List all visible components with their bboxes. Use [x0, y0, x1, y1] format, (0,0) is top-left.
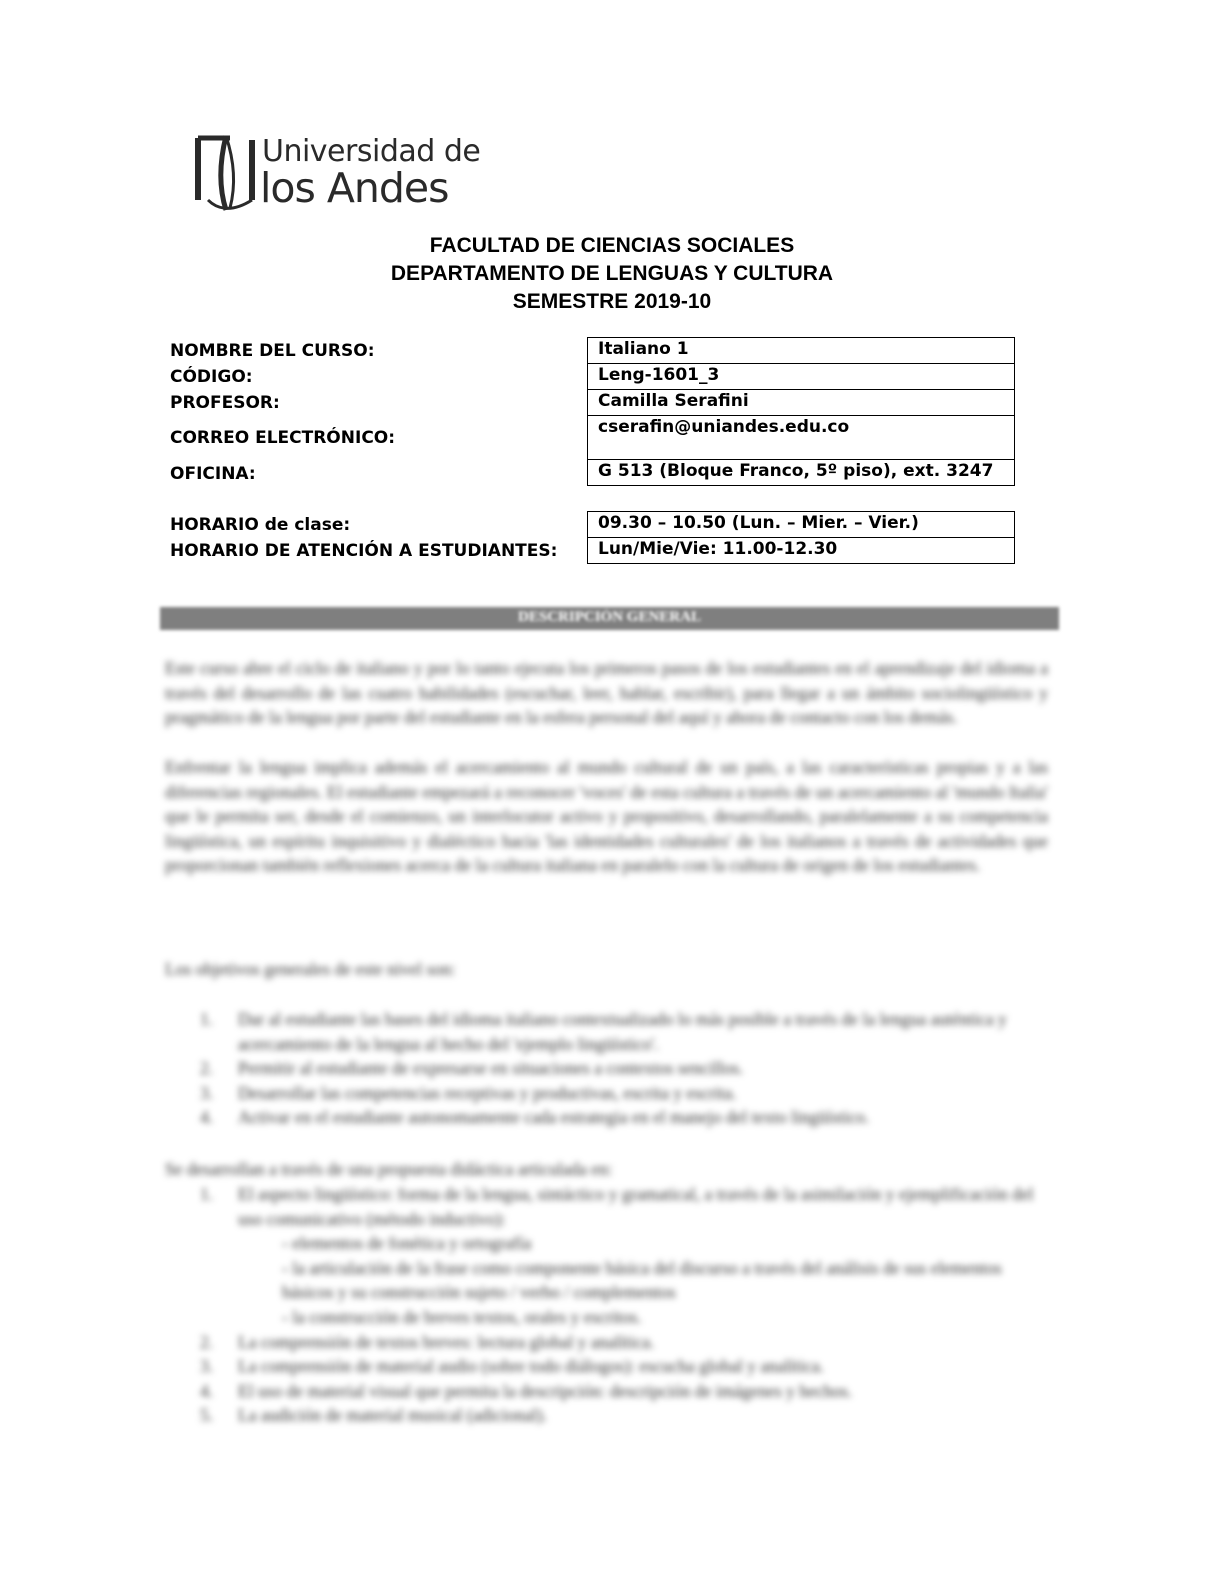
- section-title: DESCRIPCIÓN GENERAL: [518, 609, 701, 625]
- office-label: OFICINA:: [170, 464, 256, 484]
- list-item: [200, 1182, 1050, 1330]
- list-text: Desarrollar las competencias receptivas y productivas, escrita y escrita.: [238, 1082, 737, 1103]
- class-schedule-value: 09.30 – 10.50 (Lun. – Mier. – Vier.): [587, 511, 1015, 538]
- university-logo: [190, 130, 481, 214]
- course-code-label: CÓDIGO:: [170, 367, 253, 387]
- list-item: [200, 1081, 1050, 1106]
- objectives-intro: Los objetivos generales de este nivel son:: [165, 959, 456, 979]
- course-code-value: Leng-1601_3: [587, 363, 1015, 390]
- list-number: 4.: [200, 1380, 214, 1401]
- list-item: [200, 1403, 1050, 1428]
- section-title-bar: [160, 607, 1059, 630]
- professor-value: Camilla Serafini: [587, 389, 1015, 416]
- description-paragraph-1: Este curso abre el ciclo de italiano y por lo tanto ejecuta los primeros pasos de los estudiantes en el aprendizaje del idioma a través del desarrollo de las cuatro habilidades (escuchar, leer, hablar, escribir), para llegar a un ámbito sociolingüístico y pragmático de la lengua por parte del estudiante en la esfera personal del aquí y ahora de contacto con los demás.: [165, 658, 1048, 728]
- logo-line2: los Andes: [260, 164, 449, 212]
- sub-item: - elementos de fonética y ortografía: [282, 1233, 532, 1254]
- professor-label: PROFESOR:: [170, 393, 280, 413]
- email-label: CORREO ELECTRÓNICO:: [170, 428, 396, 448]
- list-text: Activar en el estudiante autonomamente cada estrategia en el manejo del texto lingüístico.: [238, 1107, 870, 1128]
- list-number: 2.: [200, 1058, 214, 1079]
- list-text: Dar al estudiante las bases del idioma italiano contextualizado lo más posible a través de la lengua auténtica y acercamiento de la lengua al hecho del 'ejemplo lingüístico'.: [238, 1009, 1007, 1054]
- list-item: [200, 1056, 1050, 1081]
- uniandes-emblem-icon: [190, 130, 260, 214]
- faculty-heading: FACULTAD DE CIENCIAS SOCIALES: [429, 234, 795, 257]
- list-text: La comprensión de material audio (sobre todo diálogos): escucha global y analítica.: [238, 1356, 825, 1377]
- list-number: 4.: [200, 1107, 214, 1128]
- list-number: 3.: [200, 1356, 214, 1377]
- list-item: [200, 1330, 1050, 1355]
- list-number: 3.: [200, 1082, 214, 1103]
- class-schedule-label: HORARIO de clase:: [170, 515, 351, 535]
- list-number: 1.: [200, 1009, 214, 1029]
- list-number: 1.: [200, 1184, 214, 1204]
- list-text: El aspecto lingüístico: forma de la lengua, sintáctico y gramatical, a través de la asimilación y ejemplificación del uso comunicativo (método inductivo):: [238, 1184, 1034, 1229]
- sub-item: - la construcción de breves textos, orales y escritos.: [282, 1306, 642, 1327]
- logo-line1: Universidad de: [262, 134, 481, 169]
- list-text: La comprensión de textos breves: lectura global y analítica.: [238, 1331, 655, 1352]
- objectives-list: [200, 1007, 1050, 1130]
- list-number: 5.: [200, 1405, 214, 1426]
- methods-list: [200, 1182, 1050, 1428]
- list-text: Permitir al estudiante de expresarse en situaciones a contextos sencillos.: [238, 1058, 744, 1079]
- methods-intro: Se desarrollan a través de una propuesta didáctica articulada en:: [165, 1159, 613, 1179]
- course-name-value: Italiano 1: [587, 337, 1015, 364]
- email-value: cserafin@uniandes.edu.co: [587, 415, 1015, 460]
- list-item: [200, 1007, 1050, 1056]
- course-name-label: NOMBRE DEL CURSO:: [170, 341, 375, 361]
- list-item: [200, 1354, 1050, 1379]
- attention-schedule-value: Lun/Mie/Vie: 11.00-12.30: [587, 537, 1015, 564]
- semester-heading: SEMESTRE 2019-10: [512, 290, 712, 313]
- list-text: El uso de material visual que permita la descripción: descripción de imágenes y hechos.: [238, 1380, 853, 1401]
- list-text: La audición de material musical (adicional).: [238, 1405, 548, 1426]
- list-number: 2.: [200, 1331, 214, 1352]
- department-heading: DEPARTAMENTO DE LENGUAS Y CULTURA: [390, 262, 834, 285]
- list-item: [200, 1105, 1050, 1130]
- attention-schedule-label: HORARIO DE ATENCIÓN A ESTUDIANTES:: [170, 541, 558, 561]
- list-item: [200, 1379, 1050, 1404]
- office-value: G 513 (Bloque Franco, 5º piso), ext. 3247: [587, 459, 1015, 486]
- sub-item: - la articulación de la frase como componente básica del discurso a través del análisis de sus elementos básicos y su construcción sujeto / verbo / complementos: [282, 1257, 1002, 1303]
- description-paragraph-2: Enfrentar la lengua implica además el acercamiento al mundo cultural de un país, a las características propias y a las diferencias regionales. El estudiante empezará a reconocer 'voces' de esta cultura a través de un acercamiento al 'mundo Italia' que le permita ser, desde el comienzo, un interlocutor activo y propositivo, desarrollando, paralelamente a su competencia lingüística, un espíritu inquisitivo y dialéctico hacia 'las identidades culturales' de los italianos a través de actividades que proporcionan también reflexiones acerca de la cultura italiana en paralelo con la cultura de origen de los estudiantes.: [165, 757, 1048, 876]
